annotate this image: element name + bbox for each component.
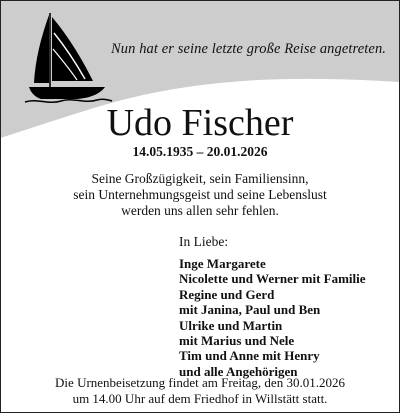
- motto-text: Nun hat er seine letzte große Reise angetreten.: [111, 41, 387, 57]
- sailboat-icon: [23, 9, 113, 105]
- mourner-line: mit Janina, Paul und Ben: [179, 302, 321, 318]
- mourner-line: Tim und Anne mit Henry: [179, 348, 320, 364]
- notice-line: um 14.00 Uhr auf dem Friedhof in Willstätt statt.: [72, 391, 328, 406]
- tribute-line: sein Unternehmungsgeist und seine Lebenslust: [73, 187, 327, 202]
- mourner-line: Nicolette und Werner mit Familie: [179, 271, 366, 287]
- mourners-intro: In Liebe:: [179, 234, 229, 249]
- mourner-line: Ulrike und Martin: [179, 317, 283, 333]
- burial-notice: [1, 375, 399, 407]
- mourner-line: mit Marius und Nele: [179, 333, 295, 349]
- mourner-line: und alle Angehörigen: [179, 363, 298, 379]
- deceased-name: Udo Fischer: [106, 102, 294, 144]
- life-dates: 14.05.1935 – 20.01.2026: [132, 144, 268, 159]
- mourner-line: Inge Margarete: [179, 256, 266, 271]
- tribute-line: Seine Großzügigkeit, sein Familiensinn,: [91, 171, 309, 186]
- mourners-list: [179, 256, 366, 379]
- notice-line: Die Urnenbeisetzung findet am Freitag, den 30.01.2026: [55, 375, 345, 390]
- tribute-line: werden uns allen sehr fehlen.: [121, 203, 279, 218]
- tribute-text: [1, 171, 399, 219]
- mourner-line: Regine und Gerd: [179, 286, 275, 302]
